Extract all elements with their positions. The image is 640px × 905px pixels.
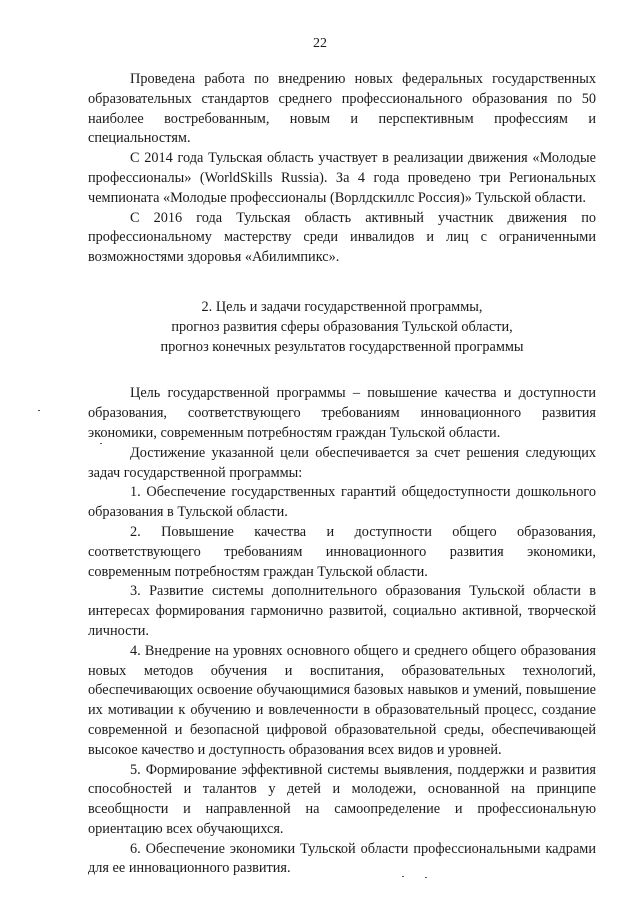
paragraph-worldskills: С 2014 года Тульская область участвует в реализации движения «Молодые профессионалы» (WorldSkills Russia). За 4 года проведено три Региональных чемпионата «Молодые профессионалы (Ворлдскиллс Россия)» Тульской области. [88,150,596,206]
scan-speck [402,876,404,877]
paragraph-abilimpiks: С 2016 года Тульская область активный участник движения по профессиональному мастерству среди инвалидов и лиц с ограниченными возможностями здоровья «Абилимпикс». [88,209,596,266]
task-item-3: 3. Развитие системы дополнительного образования Тульской области в интересах формирования гармонично развитой, социально активной, творческой личности. [88,583,596,639]
paragraph-fgos-standards: Проведена работа по внедрению новых федеральных государственных образовательных стандартов среднего профессионального образования по 50 наиболее востребованным, новым и перспективным профессиям и специальностям. [88,71,596,147]
scan-speck [100,443,102,444]
task-item-2: 2. Повышение качества и доступности общего образования, соответствующего требованиям инновационного развития экономики, современным потребностям граждан Тульской области. [88,523,596,580]
document-body [88,70,596,879]
paragraph-tasks-intro: Достижение указанной цели обеспечивается за счет решения следующих задач государственной программы: [88,444,596,481]
task-item-6: 6. Обеспечение экономики Тульской области профессиональными кадрами для ее инновационного развития. [88,840,596,877]
page-number: 22 [313,36,327,51]
section-heading-line-2: прогноз развития сферы образования Тульской области, [171,318,513,335]
task-item-5: 5. Формирование эффективной системы выявления, поддержки и развития способностей и талантов у детей и молодежи, основанной на принципе всеобщности и направленной на самоопределение и профессиональную ориентацию всех обучающихся. [88,761,596,837]
scan-speck [425,877,427,878]
task-item-4: 4. Внедрение на уровнях основного общего и среднего общего образования новых методов обучения и воспитания, образовательных технологий, обеспечивающих освоение обучающимися базовых навыков и умений, повышение их мотивации к обучению и вовлеченности в образовательный процесс, создание современной и безопасной цифровой образовательной среды, обеспечивающей высокое качество и доступность образования всех видов и уровней. [88,642,596,758]
section-heading [88,298,596,357]
paragraph-goal: Цель государственной программы – повышение качества и доступности образования, соответствующего требованиям инновационного развития экономики, современным потребностям граждан Тульской области. [88,385,596,441]
task-item-1: 1. Обеспечение государственных гарантий общедоступности дошкольного образования в Тульской области. [88,484,596,521]
section-heading-line-1: 2. Цель и задачи государственной программы, [201,298,483,315]
scan-speck [38,410,40,411]
section-heading-line-3: прогноз конечных результатов государственной программы [160,338,524,355]
